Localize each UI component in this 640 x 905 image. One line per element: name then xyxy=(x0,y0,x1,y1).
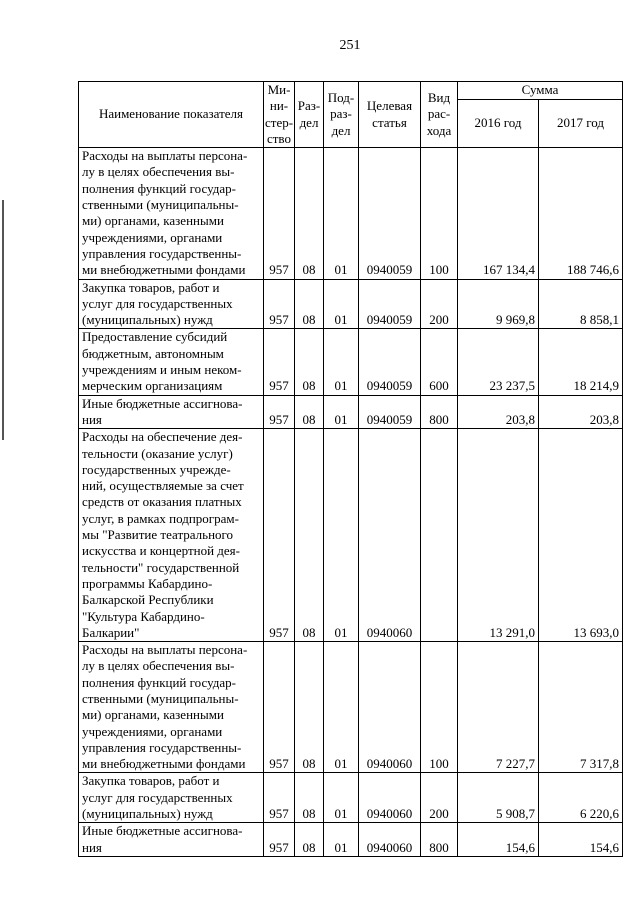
header-ministry: Ми- ни- стер- ство xyxy=(265,82,294,146)
cell-name: Закупка товаров, работ и услуг для государственных (муниципальных) нужд xyxy=(79,773,264,823)
header-year-2016: 2016 год xyxy=(458,100,539,148)
cell-subsection: 01 xyxy=(324,395,359,429)
cell-ministry: 957 xyxy=(264,642,295,773)
cell-y2017: 203,8 xyxy=(539,395,623,429)
budget-table xyxy=(78,81,623,857)
cell-section: 08 xyxy=(295,773,324,823)
cell-subsection: 01 xyxy=(324,329,359,395)
cell-y2016: 23 237,5 xyxy=(458,329,539,395)
header-target: Целевая статья xyxy=(359,82,421,148)
cell-subsection: 01 xyxy=(324,279,359,329)
cell-target: 0940059 xyxy=(359,329,421,395)
cell-y2017: 18 214,9 xyxy=(539,329,623,395)
table-row xyxy=(79,148,623,279)
cell-y2017: 13 693,0 xyxy=(539,429,623,642)
cell-section: 08 xyxy=(295,329,324,395)
cell-target: 0940059 xyxy=(359,395,421,429)
cell-y2016: 154,6 xyxy=(458,823,539,857)
table-row xyxy=(79,429,623,642)
cell-subsection: 01 xyxy=(324,823,359,857)
cell-y2016: 7 227,7 xyxy=(458,642,539,773)
cell-subsection: 01 xyxy=(324,642,359,773)
cell-section: 08 xyxy=(295,279,324,329)
cell-subsection: 01 xyxy=(324,773,359,823)
cell-section: 08 xyxy=(295,395,324,429)
cell-name: Закупка товаров, работ и услуг для государственных (муниципальных) нужд xyxy=(79,279,264,329)
cell-y2016: 167 134,4 xyxy=(458,148,539,279)
cell-ministry: 957 xyxy=(264,429,295,642)
cell-y2016: 13 291,0 xyxy=(458,429,539,642)
cell-ministry: 957 xyxy=(264,329,295,395)
cell-target: 0940060 xyxy=(359,823,421,857)
binding-edge xyxy=(2,200,4,440)
cell-y2017: 188 746,6 xyxy=(539,148,623,279)
cell-type: 600 xyxy=(421,329,458,395)
cell-section: 08 xyxy=(295,148,324,279)
cell-target: 0940059 xyxy=(359,148,421,279)
header-section: Раз- дел xyxy=(295,82,324,148)
cell-target: 0940059 xyxy=(359,279,421,329)
cell-ministry: 957 xyxy=(264,773,295,823)
table-row xyxy=(79,329,623,395)
cell-y2017: 6 220,6 xyxy=(539,773,623,823)
table-row xyxy=(79,395,623,429)
cell-section: 08 xyxy=(295,429,324,642)
cell-type: 800 xyxy=(421,395,458,429)
cell-ministry: 957 xyxy=(264,279,295,329)
cell-name: Расходы на выплаты персона- лу в целях обеспечения вы- полнения функций государ- ственными (муниципальны- ми) органами, казенными учреждениями, органами управления государственны- ми внебюджетными фондами xyxy=(79,642,264,773)
cell-type xyxy=(421,429,458,642)
cell-type: 200 xyxy=(421,773,458,823)
cell-name: Предоставление субсидий бюджетным, автономным учреждениям и иным неком- мерческим организациям xyxy=(79,329,264,395)
header-expense-type: Вид рас- хода xyxy=(421,82,458,148)
cell-section: 08 xyxy=(295,642,324,773)
cell-type: 200 xyxy=(421,279,458,329)
cell-target: 0940060 xyxy=(359,429,421,642)
page-number: 251 xyxy=(339,38,361,53)
table-row xyxy=(79,823,623,857)
table-row xyxy=(79,642,623,773)
cell-ministry: 957 xyxy=(264,395,295,429)
cell-name: Иные бюджетные ассигнова- ния xyxy=(79,395,264,429)
cell-type: 800 xyxy=(421,823,458,857)
cell-ministry: 957 xyxy=(264,823,295,857)
cell-subsection: 01 xyxy=(324,429,359,642)
header-sum: Сумма xyxy=(458,82,623,100)
cell-name: Расходы на выплаты персона- лу в целях обеспечения вы- полнения функций государ- ственными (муниципальны- ми) органами, казенными учреждениями, органами управления государственны- ми внебюджетными фондами xyxy=(79,148,264,279)
table-row xyxy=(79,773,623,823)
cell-section: 08 xyxy=(295,823,324,857)
cell-ministry: 957 xyxy=(264,148,295,279)
cell-y2017: 7 317,8 xyxy=(539,642,623,773)
cell-target: 0940060 xyxy=(359,642,421,773)
header-year-2017: 2017 год xyxy=(539,100,623,148)
cell-name: Расходы на обеспечение дея- тельности (оказание услуг) государственных учрежде- ний, осуществляемые за счет средств от оказания платных услуг, в рамках подпрограм- мы "Развитие театрального искусства и концертной дея- тельности" государственной программы Кабардино- Балкарской Республики "Культура Кабардино- Балкарии" xyxy=(79,429,264,642)
cell-type: 100 xyxy=(421,642,458,773)
header-subsection: Под- раз- дел xyxy=(324,82,359,148)
cell-y2017: 8 858,1 xyxy=(539,279,623,329)
cell-y2016: 9 969,8 xyxy=(458,279,539,329)
cell-type: 100 xyxy=(421,148,458,279)
cell-name: Иные бюджетные ассигнова- ния xyxy=(79,823,264,857)
table-row xyxy=(79,279,623,329)
cell-y2016: 5 908,7 xyxy=(458,773,539,823)
cell-y2016: 203,8 xyxy=(458,395,539,429)
header-name: Наименование показателя xyxy=(79,82,264,148)
cell-subsection: 01 xyxy=(324,148,359,279)
cell-y2017: 154,6 xyxy=(539,823,623,857)
cell-target: 0940060 xyxy=(359,773,421,823)
